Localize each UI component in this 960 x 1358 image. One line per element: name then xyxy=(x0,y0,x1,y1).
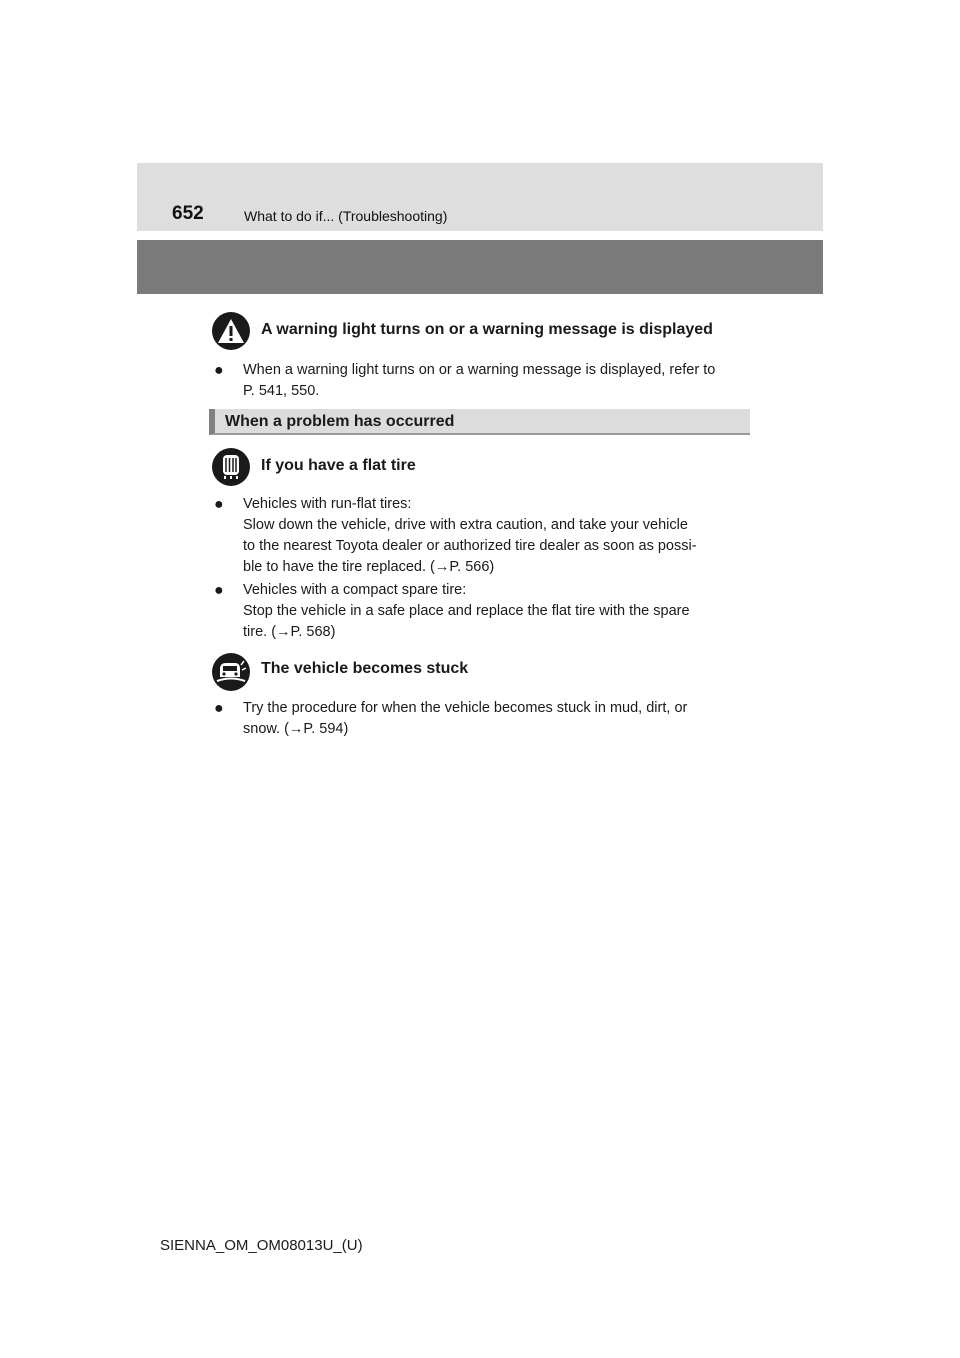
stuck-heading: The vehicle becomes stuck xyxy=(261,660,469,677)
section-title: What to do if... (Troubleshooting) xyxy=(244,208,448,224)
bullet-line: Vehicles with run-flat tires: xyxy=(243,496,412,512)
bullet-line: Try the procedure for when the vehicle becomes stuck in mud, dirt, or xyxy=(243,700,688,716)
bullet-line: Stop the vehicle in a safe place and replace the flat tire with the spare xyxy=(243,603,690,619)
bullet-line: ble to have the tire replaced. (→P. 566) xyxy=(243,559,495,575)
warning-heading: A warning light turns on or a warning message is displayed xyxy=(261,321,713,338)
bullet-glyph: ● xyxy=(214,362,224,379)
bullet-line: When a warning light turns on or a warning message is displayed, refer to xyxy=(243,362,716,378)
page-number: 652 xyxy=(172,203,204,224)
list-item xyxy=(214,698,746,740)
bullet-line: tire. (→P. 568) xyxy=(243,624,336,640)
bullet-line: to the nearest Toyota dealer or authorized tire dealer as soon as possi- xyxy=(243,538,697,554)
bullet-line: P. 541, 550. xyxy=(243,383,320,399)
subsection-bar xyxy=(209,409,750,435)
bullet-line: snow. (→P. 594) xyxy=(243,721,349,737)
flat-tire-heading: If you have a flat tire xyxy=(261,457,416,474)
header-band xyxy=(137,163,823,231)
bullet-line: Vehicles with a compact spare tire: xyxy=(243,582,467,598)
list-item xyxy=(214,580,746,643)
list-item xyxy=(214,494,746,578)
subsection-title: When a problem has occurred xyxy=(225,413,455,430)
warning-triangle-icon xyxy=(212,312,250,350)
document-code: SIENNA_OM_OM08013U_(U) xyxy=(160,1237,363,1254)
bullet-glyph: ● xyxy=(214,700,224,717)
list-item xyxy=(214,360,746,402)
dark-band xyxy=(137,240,823,294)
stuck-vehicle-icon xyxy=(212,653,250,691)
bullet-glyph: ● xyxy=(214,496,224,513)
bullet-line: Slow down the vehicle, drive with extra caution, and take your vehicle xyxy=(243,517,688,533)
flat-tire-icon xyxy=(212,448,250,486)
bullet-glyph: ● xyxy=(214,582,224,599)
